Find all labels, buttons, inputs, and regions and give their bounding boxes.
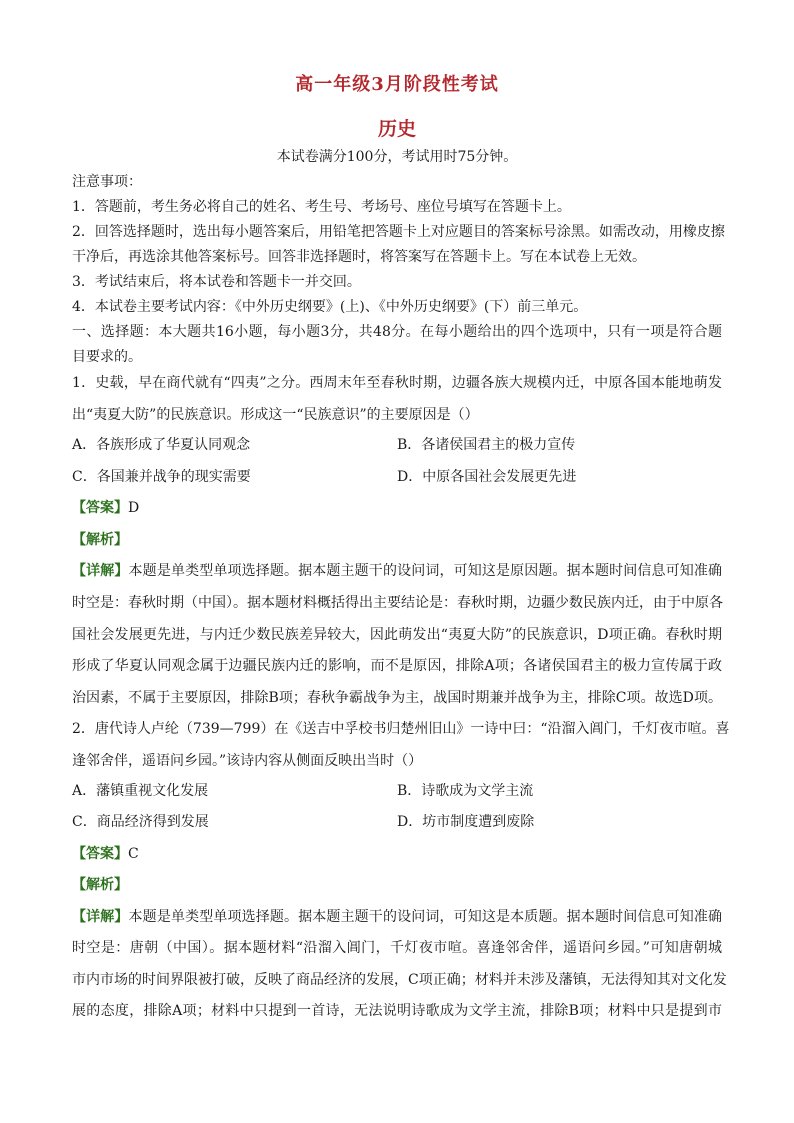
- q1-detail-line-1: 【详解】本题是单类型单项选择题。据本题主题干的设问词，可知这是原因题。据本题时间信息可知准确: [72, 563, 723, 579]
- q2-option-b: B．诗歌成为文学主流: [397, 783, 534, 799]
- q2-detail-line-3: 市内市场的时间界限被打破，反映了商品经济的发展，C项正确；材料并未涉及藩镇，无法得知其对文化发: [72, 972, 727, 988]
- q2-stem-line-1: 2．唐代诗人卢纶（739—799）在《送吉中孚校书归楚州旧山》一诗中曰：“沿溜入阊门，千灯夜市喧。喜: [72, 721, 730, 737]
- q2-detail-line-1: 【详解】本题是单类型单项选择题。据本题主题干的设问词，可知这是本质题。据本题时间信息可知准确: [72, 909, 723, 925]
- notice-item-2-line-2: 干净后，再选涂其他答案标号。回答非选择题时，将答案写在答题卡上。写在本试卷上无效。: [72, 249, 646, 265]
- q1-stem-line-2: 出“夷夏大防”的民族意识。形成这一“民族意识”的主要原因是（）: [72, 407, 479, 423]
- exam-title: 高一年级3月阶段性考试: [295, 74, 499, 95]
- subject-title: 历史: [377, 118, 416, 140]
- q1-answer-tag: 【答案】: [72, 500, 128, 516]
- notice-item-1: 1．答题前，考生务必将自己的姓名、考生号、考场号、座位号填写在答题卡上。: [72, 199, 571, 215]
- q1-option-c: C．各国兼并战争的现实需要: [72, 469, 251, 485]
- q1-answer: [72, 498, 722, 518]
- q1-detail-line-4: 形成了华夏认同观念属于边疆民族内迁的影响，而不是原因，排除A项；各诸侯国君主的极力宣传属于政: [72, 658, 722, 674]
- q1-option-a: A．各族形成了华夏认同观念: [72, 437, 251, 453]
- q2-analysis-tag: 【解析】: [72, 877, 128, 893]
- q1-stem-line-1: 1．史载，早在商代就有“四夷”之分。西周末年至春秋时期，边疆各族大规模内迁，中原各国本能地萌发: [72, 375, 722, 391]
- notice-item-4: 4．本试卷主要考试内容：《中外历史纲要》(上)、《中外历史纲要》(下）前三单元。: [72, 299, 588, 315]
- notice-item-3: 3．考试结束后，将本试卷和答题卡一并交回。: [72, 274, 361, 290]
- q1-option-d: D．中原各国社会发展更先进: [397, 469, 577, 485]
- q1-detail-line-2: 时空是：春秋时期（中国）。据本题材料概括得出主要结论是：春秋时期，边疆少数民族内迁，由于中原各: [72, 595, 723, 611]
- q2-answer: [72, 844, 722, 864]
- q1-analysis-tag: 【解析】: [72, 532, 128, 548]
- q1-detail-line-3: 国社会发展更先进，与内迁少数民族差异较大，因此萌发出“夷夏大防”的民族意识，D项正确。春秋时期: [72, 627, 722, 643]
- section-instructions-line-2: 目要求的。: [72, 349, 142, 365]
- q2-detail-tag: 【详解】: [72, 909, 129, 925]
- q1-detail-tag: 【详解】: [72, 563, 129, 579]
- section-instructions-line-1: 一、选择题：本大题共16小题，每小题3分，共48分。在每小题给出的四个选项中，只有一项是符合题: [72, 324, 722, 340]
- q1-option-b: B．各诸侯国君主的极力宣传: [397, 437, 576, 453]
- q2-option-a: A．藩镇重视文化发展: [72, 783, 209, 799]
- q1-detail-line-5: 治因素，不属于主要原因，排除B项；春秋争霸战争为主，战国时期兼并战争为主，排除C项。故选D项。: [72, 690, 722, 706]
- q2-detail-line-2: 时空是：唐朝（中国）。据本题材料“沿溜入阊门，千灯夜市喧。喜逢邻舍伴，遥语问乡园。”可知唐朝城: [72, 940, 722, 956]
- q2-option-c: C．商品经济得到发展: [72, 814, 209, 830]
- q2-answer-value: C: [128, 846, 139, 862]
- q2-stem-line-2: 逢邻舍伴，遥语问乡园。”该诗内容从侧面反映出当时（）: [72, 753, 423, 769]
- notice-heading: 注意事项：: [72, 174, 142, 190]
- q2-answer-tag: 【答案】: [72, 846, 128, 862]
- q1-answer-value: D: [128, 500, 140, 516]
- exam-subtitle: 本试卷满分100分，考试用时75分钟。: [276, 149, 518, 165]
- notice-item-2-line-1: 2．回答选择题时，选出每小题答案后，用铅笔把答题卡上对应题目的答案标号涂黑。如需改动，用橡皮擦: [72, 224, 725, 240]
- q2-option-d: D．坊市制度遭到废除: [397, 814, 535, 830]
- q2-detail-line-4: 展的态度，排除A项；材料中只提到一首诗，无法说明诗歌成为文学主流，排除B项；材料中只是提到市: [72, 1003, 722, 1019]
